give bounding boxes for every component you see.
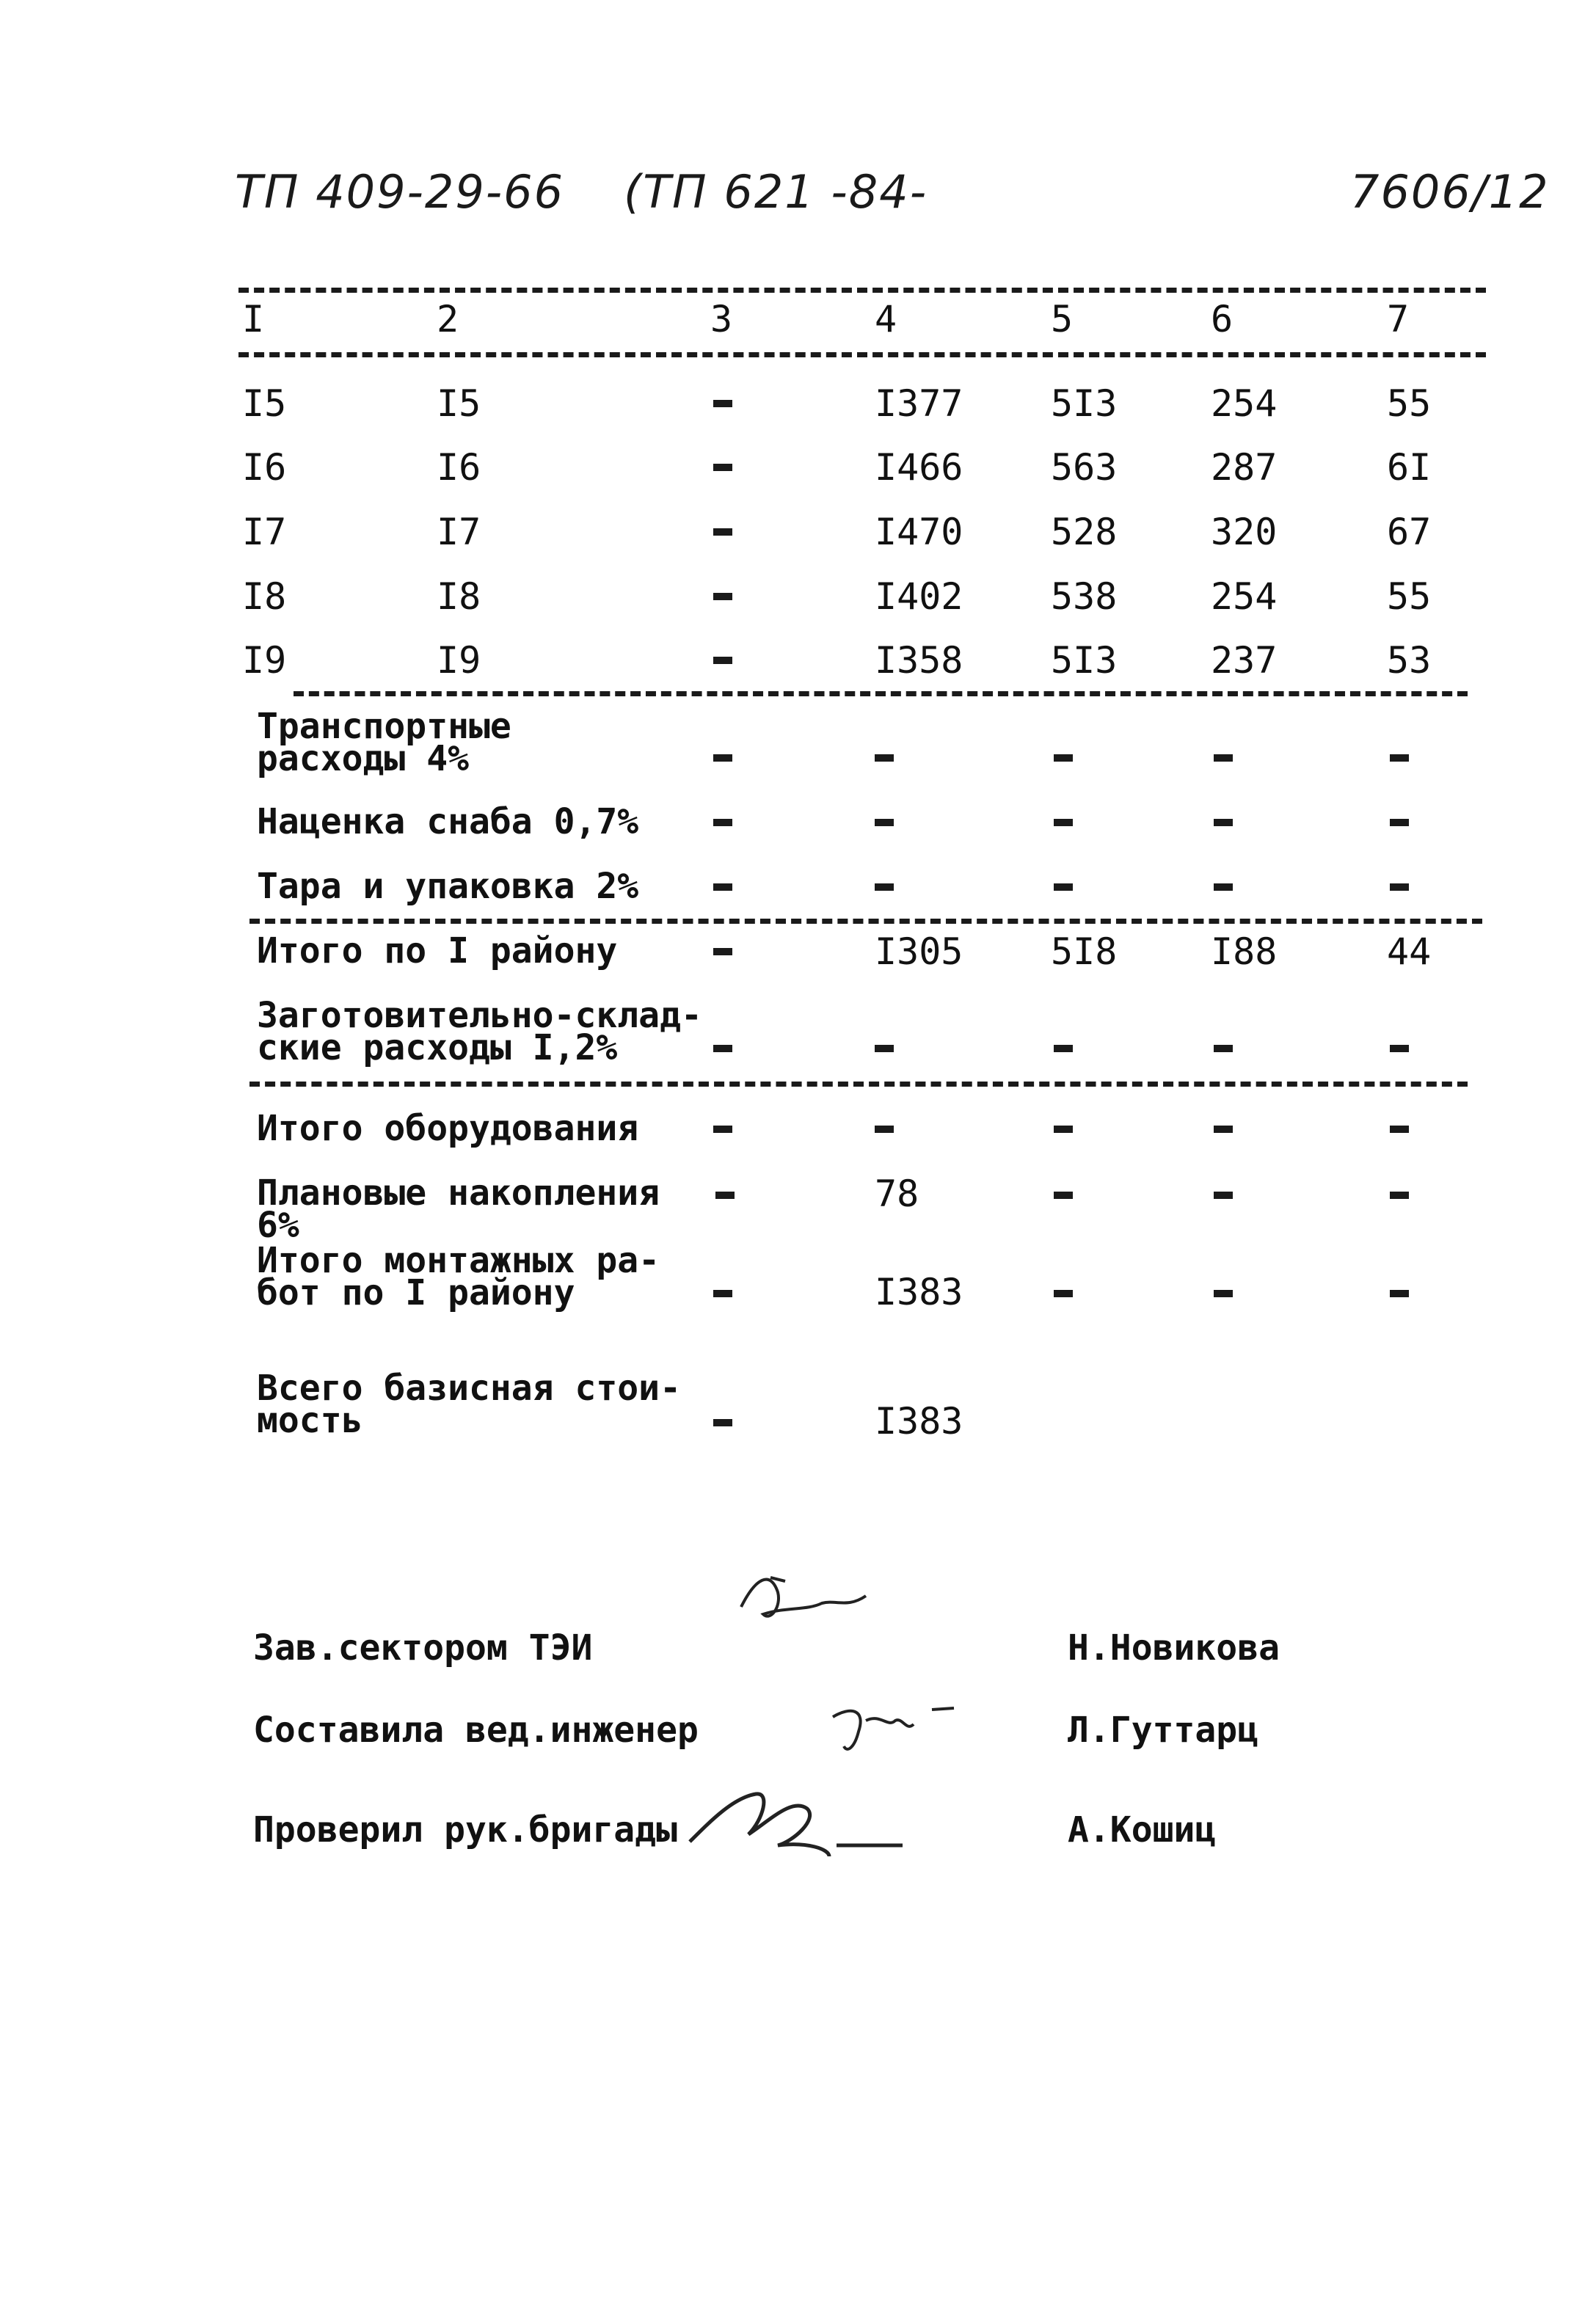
column-header: 7 [1387, 298, 1410, 340]
summary-dash [1390, 754, 1409, 762]
table-cell-dash [713, 528, 732, 536]
table-cell: 538 [1051, 575, 1118, 618]
signature-role: Зав.сектором ТЭИ [253, 1627, 593, 1669]
table-cell: 55 [1387, 575, 1432, 618]
summary-dash [1390, 1126, 1409, 1133]
table-cell: I5 [242, 382, 287, 425]
table-cell: I466 [875, 446, 963, 489]
table-cell: 528 [1051, 511, 1118, 553]
summary-dash [1054, 883, 1073, 891]
summary-dash [1054, 819, 1073, 826]
summary-dash [875, 1045, 894, 1052]
summary-dash [1390, 1045, 1409, 1052]
summary-dash [875, 819, 894, 826]
summary-dash [1054, 1192, 1073, 1199]
table-cell: I9 [437, 639, 481, 682]
signature-name: Н.Новикова [1068, 1627, 1280, 1669]
table-cell: I8 [437, 575, 481, 618]
summary-dash [713, 948, 732, 955]
column-header: 4 [875, 298, 897, 340]
archive-number: 7606/12 [1350, 165, 1550, 219]
summary-label: Заготовительно-склад- ские расходы I,2% [257, 995, 702, 1068]
summary-dash [1054, 1290, 1073, 1297]
summary-label: Итого монтажных ра- бот по I району [257, 1240, 660, 1313]
summary-label: Наценка снаба 0,7% [257, 801, 639, 842]
summary-dash [1054, 754, 1073, 762]
handwritten-signature-icon [822, 1688, 969, 1768]
table-cell: 55 [1387, 382, 1432, 425]
table-cell: I5 [437, 382, 481, 425]
table-cell: I8 [242, 575, 287, 618]
summary-dash [875, 883, 894, 891]
summary-dash [1214, 883, 1233, 891]
summary-dash [875, 754, 894, 762]
summary-dash [1390, 819, 1409, 826]
table-cell: I358 [875, 639, 963, 682]
summary-value: I305 [875, 930, 963, 973]
summary-dash [713, 1126, 732, 1133]
table-cell: I377 [875, 382, 963, 425]
summary-dash [713, 754, 732, 762]
table-cell-dash [713, 593, 732, 600]
handwritten-signature-icon [682, 1776, 917, 1871]
table-cell-dash [713, 657, 732, 664]
summary-dash [713, 819, 732, 826]
column-header: 6 [1211, 298, 1234, 340]
signature-role: Проверил рук.бригады [253, 1809, 677, 1850]
data-bottom-rule [294, 691, 1468, 696]
subtotal-rule [249, 919, 1482, 924]
summary-dash [1390, 1290, 1409, 1297]
summary-dash [1214, 1192, 1233, 1199]
handwritten-signature-icon [726, 1563, 888, 1644]
table-cell: 67 [1387, 511, 1432, 553]
table-cell: I402 [875, 575, 963, 618]
summary-value: I383 [875, 1271, 963, 1313]
column-header: 2 [437, 298, 459, 340]
table-cell: 287 [1211, 446, 1278, 489]
summary-label: Плановые накопления 6% [257, 1173, 681, 1246]
column-header: 3 [710, 298, 733, 340]
summary-dash [713, 1290, 732, 1297]
table-cell: 254 [1211, 382, 1278, 425]
column-header: I [242, 298, 265, 340]
table-cell: 254 [1211, 575, 1278, 618]
document-code: ТП 409-29-66 [235, 165, 565, 219]
summary-value: 78 [875, 1173, 919, 1215]
table-cell: 237 [1211, 639, 1278, 682]
summary-value: I383 [875, 1400, 963, 1443]
summary-value: I88 [1211, 930, 1278, 973]
summary-label: Итого по I району [257, 930, 618, 971]
table-cell: I470 [875, 511, 963, 553]
summary-label: Транспортные расходы 4% [257, 706, 533, 779]
header-top-rule [238, 288, 1486, 293]
table-cell-dash [713, 400, 732, 407]
table-cell: I7 [437, 511, 481, 553]
summary-dash [1054, 1045, 1073, 1052]
summary-dash [1390, 883, 1409, 891]
summary-dash [875, 1126, 894, 1133]
table-cell: I6 [242, 446, 287, 489]
table-cell: 5I3 [1051, 639, 1118, 682]
table-cell: I6 [437, 446, 481, 489]
summary-dash [1054, 1126, 1073, 1133]
summary-dash [1214, 819, 1233, 826]
table-cell: 320 [1211, 511, 1278, 553]
summary-dash [713, 1045, 732, 1052]
header-bottom-rule [238, 352, 1486, 357]
summary-dash [715, 1192, 735, 1199]
table-cell-dash [713, 464, 732, 471]
summary-value: 5I8 [1051, 930, 1118, 973]
table-cell: 563 [1051, 446, 1118, 489]
table-cell: 53 [1387, 639, 1432, 682]
summary-label: Всего базисная стои- мость [257, 1368, 681, 1441]
summary-label: Итого оборудования [257, 1108, 639, 1149]
summary-label: Тара и упаковка 2% [257, 866, 639, 907]
summary-dash [713, 883, 732, 891]
summary-dash [1214, 1045, 1233, 1052]
summary-dash [713, 1419, 732, 1426]
table-cell: 6I [1387, 446, 1432, 489]
signature-role: Составила вед.инженер [253, 1710, 699, 1751]
table-cell: I7 [242, 511, 287, 553]
column-header: 5 [1051, 298, 1074, 340]
sheet-reference: (ТП 621 -84- [624, 165, 928, 219]
summary-dash [1214, 1290, 1233, 1297]
table-cell: I9 [242, 639, 287, 682]
equipment-rule [249, 1082, 1468, 1087]
signature-name: А.Кошиц [1068, 1809, 1217, 1850]
summary-value: 44 [1387, 930, 1432, 973]
table-cell: 5I3 [1051, 382, 1118, 425]
summary-dash [1390, 1192, 1409, 1199]
signature-name: Л.Гуттарц [1068, 1710, 1259, 1751]
summary-dash [1214, 1126, 1233, 1133]
summary-dash [1214, 754, 1233, 762]
